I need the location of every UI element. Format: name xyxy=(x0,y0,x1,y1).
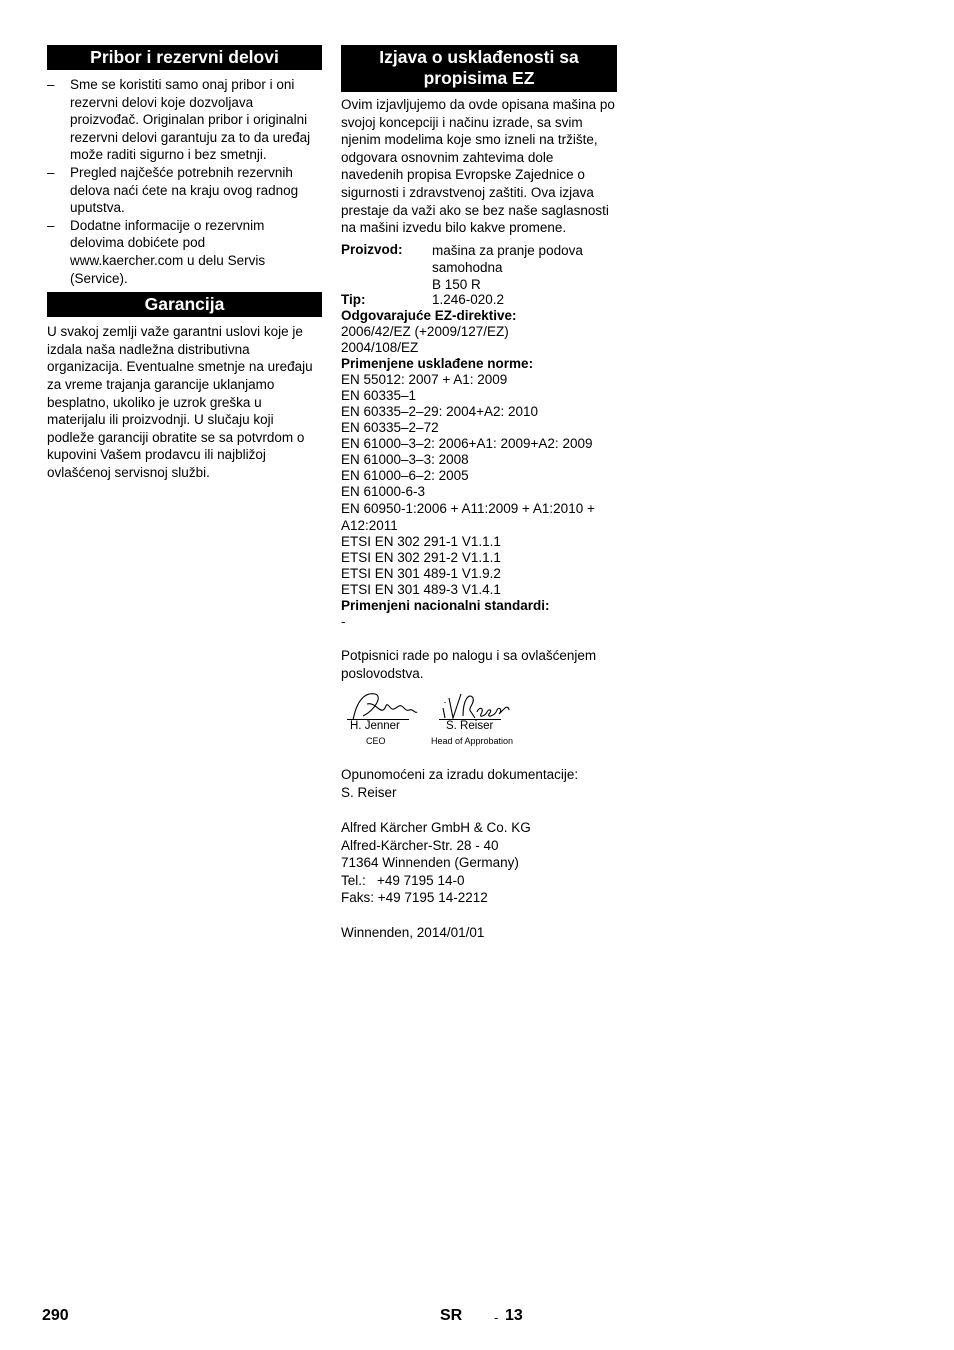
accessories-list xyxy=(47,76,322,287)
directives-label: Odgovarajuće EZ-direktive: xyxy=(341,307,517,323)
product-row xyxy=(341,242,617,292)
dash-bullet: – xyxy=(47,77,55,92)
norm-item: EN 61000–3–2: 2006+A1: 2009+A2: 2009 xyxy=(341,435,593,451)
signatory-1-role: CEO xyxy=(366,736,386,747)
signature-reiser xyxy=(431,690,541,752)
norm-item: EN 60335–1 xyxy=(341,387,417,403)
norm-item: EN 61000-6-3 xyxy=(341,483,426,499)
norms-label: Primenjene usklađene norme: xyxy=(341,355,534,371)
norm-item: EN 55012: 2007 + A1: 2009 xyxy=(341,371,508,387)
company-city: 71364 Winnenden (Germany) xyxy=(341,855,519,871)
signatories-text: Potpisnici rade po nalogu i sa ovlašćenjem poslovodstva. xyxy=(341,647,597,681)
declaration-intro: Ovim izjavljujemo da ovde opisana mašina po svojoj koncepciji i načinu izrade, sa svim njenim modelima koje smo izneli na tržište, odgovara osnovnim zahtevima dole navedenih propisa Evropske Zajednice o sigurnosti i zdravstvenoj zaštiti. Ova izjava prestaje da važi ako se bez naše saglasnosti na mašini izvedu bilo kakve promene. xyxy=(341,97,615,236)
product-value xyxy=(432,242,617,292)
page-number: 290 xyxy=(42,1307,69,1324)
dash-bullet: – xyxy=(47,217,55,233)
signatory-2-name: S. Reiser xyxy=(446,720,494,733)
company-fax: Faks: +49 7195 14-2212 xyxy=(341,890,488,906)
declaration-heading xyxy=(341,45,617,92)
product-value-line: mašina za pranje podova xyxy=(432,242,583,258)
norm-item: EN 60335–2–29: 2004+A2: 2010 xyxy=(341,403,539,419)
norm-item: ETSI EN 301 489-1 V1.9.2 xyxy=(341,565,501,581)
place-date: Winnenden, 2014/01/01 xyxy=(341,925,485,941)
signatory-2-role: Head of Approbation xyxy=(431,736,514,747)
list-item xyxy=(47,217,322,287)
company-phone: Tel.: +49 7195 14-0 xyxy=(341,872,465,888)
norm-item: ETSI EN 301 489-3 V1.4.1 xyxy=(341,581,501,597)
product-label: Proizvod: xyxy=(341,241,403,257)
left-column xyxy=(47,45,322,481)
norms-list xyxy=(341,372,617,598)
signatures xyxy=(341,690,617,758)
national-standards-value: - xyxy=(341,613,346,629)
footer-separator: - xyxy=(494,1310,499,1325)
accessories-heading: Pribor i rezervni delovi xyxy=(47,45,322,70)
type-value: 1.246-020.2 xyxy=(432,291,505,307)
type-label: Tip: xyxy=(341,291,366,307)
list-item xyxy=(47,164,322,217)
signature-reiser-drawing xyxy=(439,690,511,722)
product-block xyxy=(341,242,617,308)
local-page-number: 13 xyxy=(505,1307,523,1324)
declaration-heading-line2: propisima EZ xyxy=(423,68,535,88)
directive-item: 2006/42/EZ (+2009/127/EZ) xyxy=(341,323,509,339)
warranty-text: U svakoj zemlji važe garantni uslovi koje je izdala naša nadležna distributivna organizacija. Eventualne smetnje na uređaju za vreme trajanja garancije uklanjamo besplatno, ukoliko je uzrok greška u materijalu ili proizvodnji. U slučaju koji podleže garanciji obratite se sa potvrdom o kupovini Vašem prodavcu ili najbližoj ovlašćenoj servisnoj službi. xyxy=(47,324,313,480)
signatory-1-name: H. Jenner xyxy=(350,720,400,733)
norm-item: ETSI EN 302 291-1 V1.1.1 xyxy=(341,533,501,549)
norm-item: ETSI EN 302 291-2 V1.1.1 xyxy=(341,549,501,565)
authorized-label: Opunomoćeni za izradu dokumentacije: xyxy=(341,767,579,783)
dash-bullet: – xyxy=(47,164,55,180)
warranty-heading: Garancija xyxy=(47,292,322,317)
authorized-name: S. Reiser xyxy=(341,784,397,800)
declaration-heading-line1: Izjava o usklađenosti sa xyxy=(379,47,579,67)
type-row xyxy=(341,292,617,308)
list-item-text: Dodatne informacije o rezervnim delovima dobićete pod www.kaercher.com u delu Servis (Service). xyxy=(70,217,266,286)
norm-item: EN 61000–3–3: 2008 xyxy=(341,451,469,467)
list-item-text: Pregled najčešće potrebnih rezervnih delova naći ćete na kraju ovog radnog uputstva. xyxy=(70,164,299,216)
product-model: B 150 R xyxy=(432,276,481,292)
list-item-text: Sme se koristiti samo onaj pribor i oni rezervni delovi koje dozvoljava proizvođač. Originalan pribor i originalni rezervni delovi garantuju za to da uređaj može raditi sigurno i bez smetnji. xyxy=(70,77,311,163)
norm-item: EN 60335–2–72 xyxy=(341,419,439,435)
directive-item: 2004/108/EZ xyxy=(341,339,419,355)
list-item xyxy=(47,76,322,164)
company-address xyxy=(341,819,617,907)
company-name: Alfred Kärcher GmbH & Co. KG xyxy=(341,819,531,835)
product-value-line: samohodna xyxy=(432,260,503,276)
national-standards-label: Primenjeni nacionalni standardi: xyxy=(341,597,550,613)
right-column xyxy=(341,45,617,942)
norm-item: A12:2011 xyxy=(341,517,398,533)
company-street: Alfred-Kärcher-Str. 28 - 40 xyxy=(341,837,499,853)
norm-item: EN 60950-1:2006 + A11:2009 + A1:2010 + xyxy=(341,500,595,516)
norm-item: EN 61000–6–2: 2005 xyxy=(341,467,469,483)
language-code: SR xyxy=(440,1307,463,1324)
signature-jenner xyxy=(341,690,431,752)
